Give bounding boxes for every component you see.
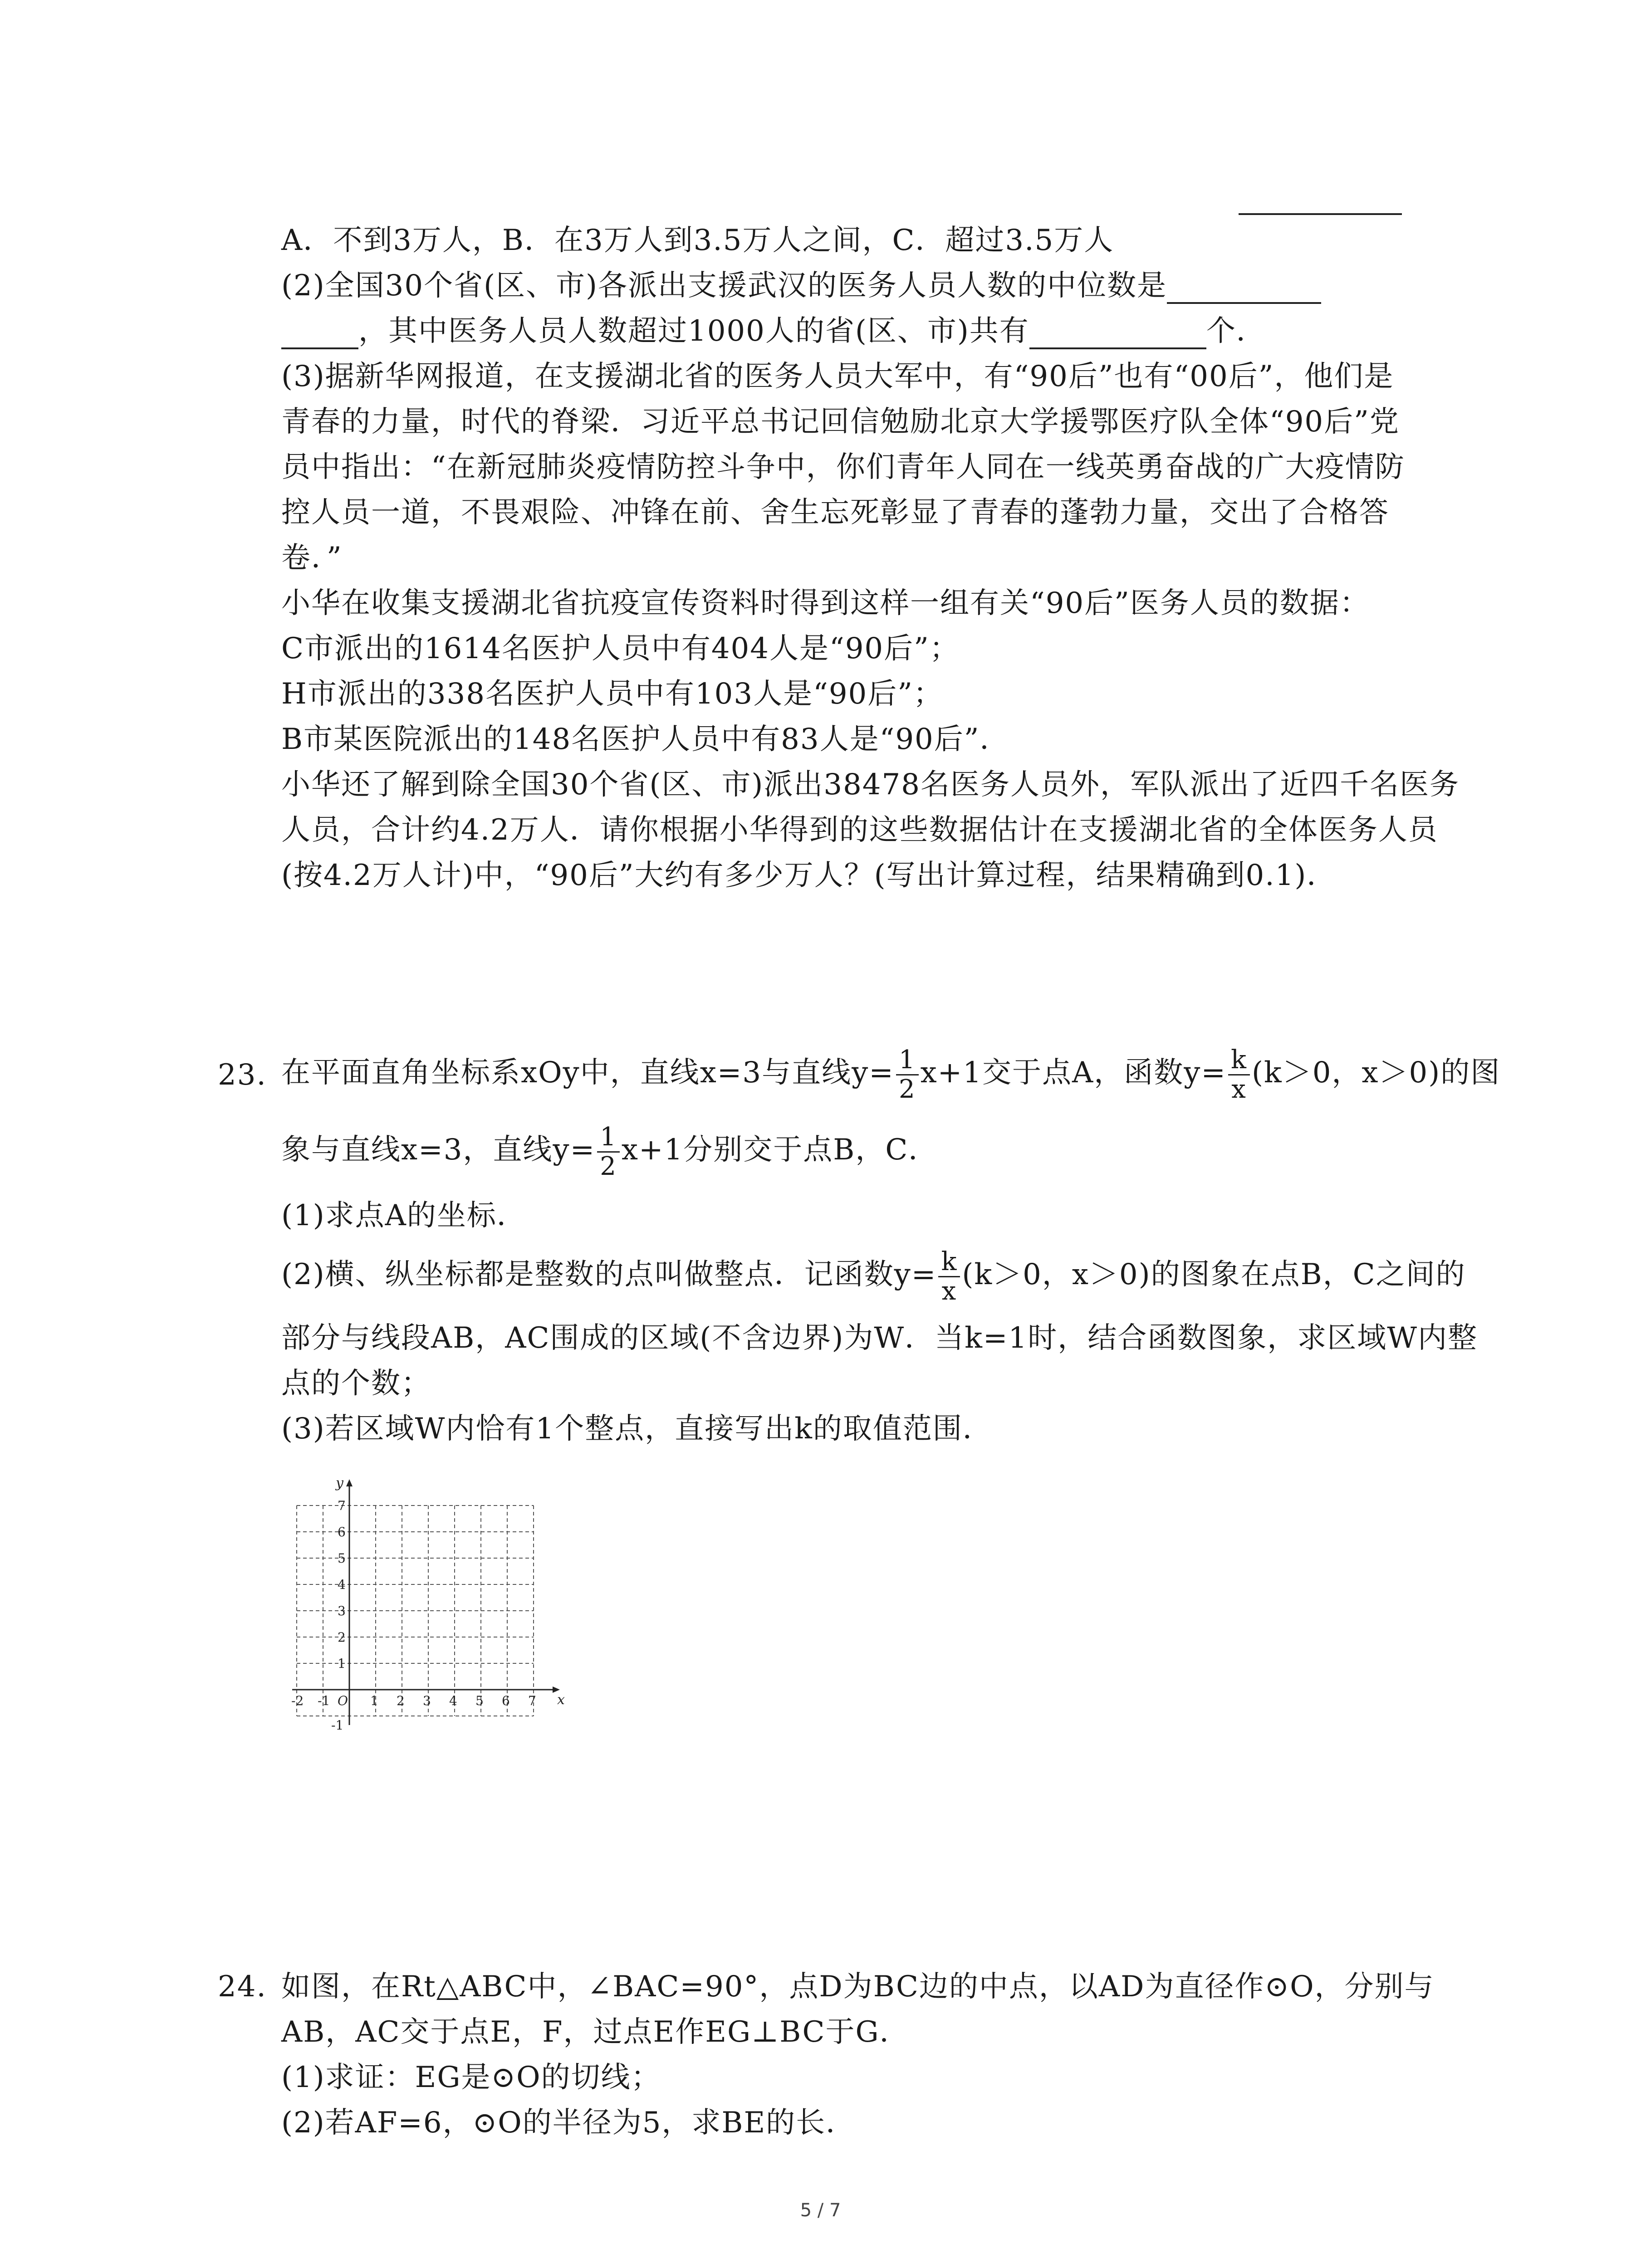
- x-tick-label: 2: [397, 1693, 405, 1708]
- y-tick-label: 5: [338, 1551, 346, 1566]
- q22-part3-line2: 青春的力量，时代的脊梁．习近平总书记回信勉励北京大学援鄂医疗队全体“90后”党: [281, 405, 1400, 439]
- coordinate-grid-svg: [281, 1461, 608, 1742]
- fraction-numerator: 1: [896, 1046, 919, 1075]
- x-tick-label: 3: [423, 1693, 431, 1708]
- x-tick-label: 6: [502, 1693, 510, 1708]
- y-tick-label: 7: [338, 1498, 346, 1513]
- page-number: 5 / 7: [800, 2200, 841, 2221]
- x-tick-label: -2: [291, 1693, 304, 1708]
- q22-part3-line9: B市某医院派出的148名医护人员中有83人是“90后”．: [281, 723, 1010, 756]
- x-tick-label: O: [338, 1693, 348, 1708]
- x-tick-label: 5: [475, 1693, 484, 1708]
- fraction-denominator: 2: [898, 1075, 916, 1104]
- y-tick-label: 2: [338, 1630, 346, 1645]
- q22-part3-line5: 卷．”: [281, 541, 343, 575]
- fraction-denominator: x: [941, 1276, 957, 1306]
- q24-part2: (2)若AF=6，⊙O的半径为5，求BE的长．: [281, 2106, 856, 2140]
- q22-part3-line6: 小华在收集支援湖北省抗疫宣传资料时得到这样一组有关“90后”医务人员的数据：: [281, 587, 1370, 620]
- x-tick-label: 4: [449, 1693, 457, 1708]
- answer-blank-median-cont[interactable]: [281, 320, 358, 349]
- q22-options: A．不到3万人，B．在3万人到3.5万人之间，C．超过3.5万人: [281, 224, 1114, 257]
- y-tick-label: -1: [331, 1718, 344, 1733]
- x-tick-label: 7: [528, 1693, 536, 1708]
- q24-number: 24.: [218, 1970, 267, 2004]
- q23-stem-text-b: x+1交于点A，函数y=: [920, 1056, 1227, 1090]
- q22-part3-line8: H市派出的338名医护人员中有103人是“90后”；: [281, 677, 943, 711]
- q22-part3-line1: (3)据新华网报道，在支援湖北省的医务人员大军中，有“90后”也有“00后”，他们是: [281, 360, 1394, 393]
- y-axis-label: y: [336, 1475, 343, 1491]
- fraction-k-over-x: [1228, 1046, 1250, 1104]
- q22-part2-line1: [281, 268, 1321, 304]
- q23-part2-line3: 点的个数；: [281, 1367, 431, 1400]
- q22-part3-line10: 小华还了解到除全国30个省(区、市)派出38478名医务人员外，军队派出了近四千名医务: [281, 768, 1460, 802]
- fraction-denominator: x: [1231, 1075, 1247, 1104]
- x-axis-label: x: [557, 1692, 565, 1708]
- y-axis-arrow: [346, 1479, 353, 1486]
- q22-part3-line12: (按4.2万人计)中，“90后”大约有多少万人？(写出计算过程，结果精确到0.1)．: [281, 859, 1337, 892]
- q23-stem-line2: [281, 1120, 938, 1181]
- q22-part3-line11: 人员，合计约4.2万人．请你根据小华得到的这些数据估计在支援湖北省的全体医务人员: [281, 813, 1438, 847]
- y-tick-label: 3: [338, 1603, 346, 1618]
- coordinate-grid-figure: [281, 1461, 608, 1742]
- q23-stem-text-e: x+1分别交于点B，C．: [621, 1133, 939, 1167]
- fraction-half: [597, 1123, 620, 1181]
- q23-part2-line2: 部分与线段AB，AC围成的区域(不含边界)为W．当k=1时，结合函数图象，求区域W内整: [281, 1321, 1478, 1355]
- y-tick-label: 6: [338, 1525, 346, 1540]
- q23-part3: (3)若区域W内恰有1个整点，直接写出k的取值范围．: [281, 1412, 993, 1446]
- fraction-numerator: k: [1228, 1046, 1250, 1075]
- fraction-numerator: k: [938, 1248, 960, 1277]
- fraction-half: [896, 1046, 919, 1104]
- q23-stem-text-a: 在平面直角坐标系xOy中，直线x=3与直线y=: [281, 1056, 894, 1090]
- q24-stem-line2: AB，AC交于点E，F，过点E作EG⊥BC于G．: [281, 2015, 910, 2049]
- q22-part2-text-c: 个．: [1206, 314, 1266, 348]
- q23-part1: (1)求点A的坐标．: [281, 1199, 527, 1232]
- q22-part3-line7: C市派出的1614名医护人员中有404人是“90后”；: [281, 632, 960, 665]
- q24-part1: (1)求证：EG是⊙O的切线；: [281, 2061, 661, 2094]
- q22-part3-line3: 员中指出：“在新冠肺炎疫情防控斗争中，你们青年人同在一线英勇奋战的广大疫情防: [281, 450, 1405, 484]
- q22-part2-line2: [281, 313, 1266, 349]
- fraction-k-over-x: [938, 1248, 960, 1305]
- q23-part2-text-a: (2)横、纵坐标都是整数的点叫做整点．记函数y=: [281, 1258, 937, 1291]
- answer-blank-top: [1239, 213, 1402, 215]
- q23-stem-line1: [281, 1043, 1500, 1104]
- x-tick-label: 1: [370, 1693, 378, 1708]
- q24-stem-line1: 如图，在Rt△ABC中，∠BAC=90°，点D为BC边的中点，以AD为直径作⊙O，分别与: [281, 1970, 1435, 2004]
- q23-number: 23.: [218, 1058, 267, 1092]
- answer-blank-count[interactable]: [1029, 320, 1206, 349]
- y-tick-label: 1: [338, 1656, 346, 1671]
- q23-stem-text-c: (k＞0，x＞0)的图: [1251, 1056, 1501, 1090]
- q22-part3-line4: 控人员一道，不畏艰险、冲锋在前、舍生忘死彰显了青春的蓬勃力量，交出了合格答: [281, 496, 1389, 529]
- x-tick-label: -1: [318, 1693, 330, 1708]
- q22-part2-text-a: (2)全国30个省(区、市)各派出支援武汉的医务人员人数的中位数是: [281, 269, 1167, 303]
- q23-part2-text-b: (k＞0，x＞0)的图象在点B，C之间的: [962, 1258, 1466, 1291]
- fraction-denominator: 2: [600, 1152, 617, 1181]
- fraction-numerator: 1: [597, 1123, 620, 1153]
- y-tick-label: 4: [338, 1577, 346, 1592]
- q23-part2-line1: [281, 1245, 1466, 1305]
- q23-stem-text-d: 象与直线x=3，直线y=: [281, 1133, 596, 1167]
- answer-blank-median[interactable]: [1167, 275, 1321, 304]
- q22-part2-text-b: ，其中医务人员人数超过1000人的省(区、市)共有: [358, 314, 1029, 348]
